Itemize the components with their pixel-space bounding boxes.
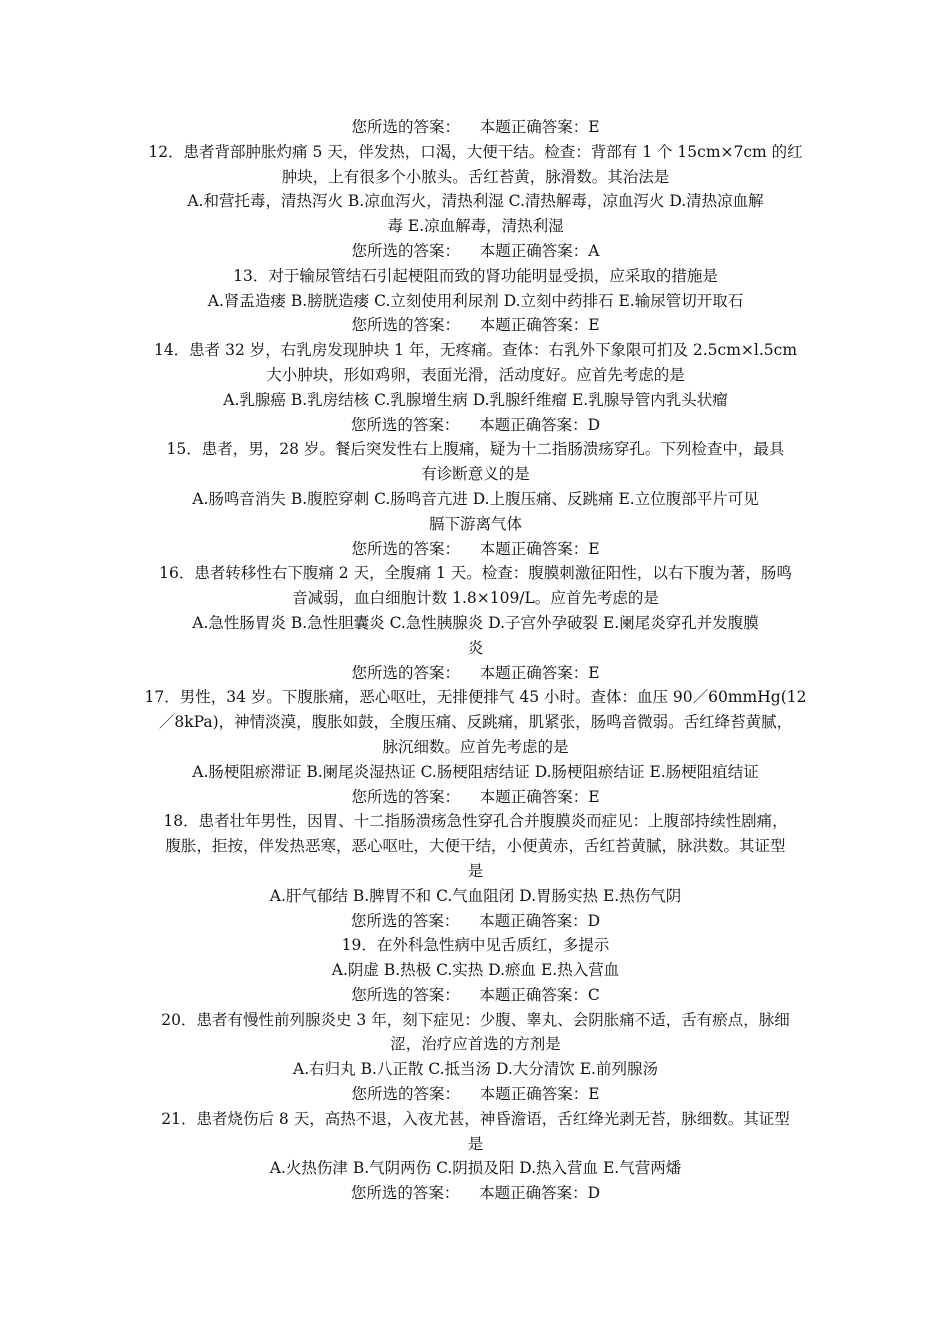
question-12-stem: 12．患者背部肿胀灼痛 5 天，伴发热，口渴，大便干结。检查：背部有 1 个 15cm×7cm 的红	[148, 142, 803, 161]
question-19-stem: 19．在外科急性病中见舌质红，多提示	[341, 936, 610, 955]
question-17-options: A.肠梗阻瘀滞证 B.阑尾炎湿热证 C.肠梗阻痞结证 D.肠梗阻瘀结证 E.肠梗阻疽结证	[192, 762, 759, 781]
answer-line-q11: 您所选的答案： 本题正确答案：E	[351, 118, 600, 136]
question-20-options: A.右归丸 B.八正散 C.抵当汤 D.大分清饮 E.前列腺汤	[293, 1060, 658, 1079]
question-18-stem: 18．患者壮年男性，因胃、十二指肠溃疡急性穿孔合并腹膜炎而症见：上腹部持续性剧痛，	[163, 812, 788, 831]
question-20-stem-cont: 涩，治疗应首选的方剂是	[390, 1035, 561, 1054]
question-19-options: A.阴虚 B.热极 C.实热 D.瘀血 E.热入营血	[331, 961, 620, 980]
answer-line-q15: 您所选的答案： 本题正确答案：E	[351, 539, 600, 558]
question-document	[143, 115, 808, 1206]
question-12-options: A.和营托毒，清热泻火 B.凉血泻火，清热利湿 C.清热解毒，凉血泻火 D.清热凉血解	[187, 192, 764, 211]
question-17-stem-cont: ／8kPa)，神情淡漠，腹胀如鼓，全腹压痛、反跳痛，肌紧张，肠鸣音微弱。舌红绛苔黄腻，	[158, 713, 793, 732]
answer-line-q20: 您所选的答案： 本题正确答案：E	[351, 1085, 600, 1104]
question-17-stem-cont2: 脉沉细数。应首先考虑的是	[382, 737, 569, 756]
question-13-stem: 13．对于输尿管结石引起梗阻而致的肾功能明显受损，应采取的措施是	[233, 266, 718, 285]
question-21-stem: 21．患者烧伤后 8 天，高热不退，入夜尤甚，神昏澹语，舌红绛光剥无苔，脉细数。其证型	[161, 1109, 790, 1128]
question-21-stem-cont: 是	[467, 1134, 484, 1153]
answer-line-q13: 您所选的答案： 本题正确答案：E	[351, 316, 600, 335]
question-15-options: A.肠鸣音消失 B.腹腔穿刺 C.肠鸣音亢进 D.上腹压痛、反跳痛 E.立位腹部平片可见	[192, 489, 759, 508]
question-13-options: A.肾盂造瘘 B.膀胱造瘘 C.立刻使用利尿剂 D.立刻中药排石 E.输尿管切开取石	[207, 291, 744, 310]
question-18-stem-cont2: 是	[467, 861, 484, 880]
question-16-stem-cont: 音减弱，血白细胞计数 1.8×109/L。应首先考虑的是	[292, 589, 659, 608]
question-16-options-cont: 炎	[467, 638, 484, 657]
question-14-stem-cont: 大小肿块，形如鸡卵，表面光滑，活动度好。应首先考虑的是	[266, 365, 685, 384]
question-14-stem: 14．患者 32 岁，右乳房发现肿块 1 年，无疼痛。查体：右乳外下象限可扪及 2.5cm×l.5cm	[153, 341, 798, 360]
answer-line-q16: 您所选的答案： 本题正确答案：E	[351, 663, 600, 682]
answer-line-q12: 您所选的答案： 本题正确答案：A	[351, 241, 600, 260]
question-18-stem-cont: 腹胀，拒按，伴发热恶寒，恶心呕吐，大便干结，小便黄赤，舌红苔黄腻，脉洪数。其证型	[165, 837, 786, 856]
answer-line-q21: 您所选的答案： 本题正确答案：D	[350, 1184, 601, 1203]
question-15-stem: 15．患者，男，28 岁。餐后突发性右上腹痛，疑为十二指肠溃疡穿孔。下列检查中，最具	[166, 440, 785, 459]
answer-line-q18: 您所选的答案： 本题正确答案：D	[350, 911, 601, 930]
question-21-options: A.火热伤津 B.气阴两伤 C.阴损及阳 D.热入营血 E.气营两燔	[269, 1159, 682, 1178]
question-16-options: A.急性肠胃炎 B.急性胆囊炎 C.急性胰腺炎 D.子宫外孕破裂 E.阑尾炎穿孔并发腹膜	[192, 613, 759, 632]
answer-line-q17: 您所选的答案： 本题正确答案：E	[351, 787, 600, 806]
question-20-stem: 20．患者有慢性前列腺炎史 3 年，刻下症见：少腹、睾丸、会阴胀痛不适，舌有瘀点，脉细	[161, 1010, 790, 1029]
answer-line-q19: 您所选的答案： 本题正确答案：C	[351, 985, 600, 1004]
question-17-stem: 17．男性，34 岁。下腹胀痛，恶心呕吐，无排便排气 45 小时。查体：血压 90／60mmHg(12	[144, 688, 807, 707]
question-15-stem-cont: 有诊断意义的是	[421, 465, 530, 484]
question-12-stem-cont: 肿块，上有很多个小脓头。舌红苔黄，脉滑数。其治法是	[281, 167, 670, 186]
question-15-options-cont: 膈下游离气体	[428, 514, 522, 533]
question-12-options-cont: 毒 E.凉血解毒，清热利湿	[387, 217, 564, 236]
answer-line-q14: 您所选的答案： 本题正确答案：D	[350, 415, 601, 434]
question-18-options: A.肝气郁结 B.脾胃不和 C.气血阻闭 D.胃肠实热 E.热伤气阴	[269, 886, 682, 905]
question-14-options: A.乳腺癌 B.乳房结核 C.乳腺增生病 D.乳腺纤维瘤 E.乳腺导管内乳头状瘤	[223, 390, 728, 409]
question-16-stem: 16．患者转移性右下腹痛 2 天，全腹痛 1 天。检查：腹膜刺激征阳性，以右下腹为著，肠鸣	[159, 564, 792, 583]
